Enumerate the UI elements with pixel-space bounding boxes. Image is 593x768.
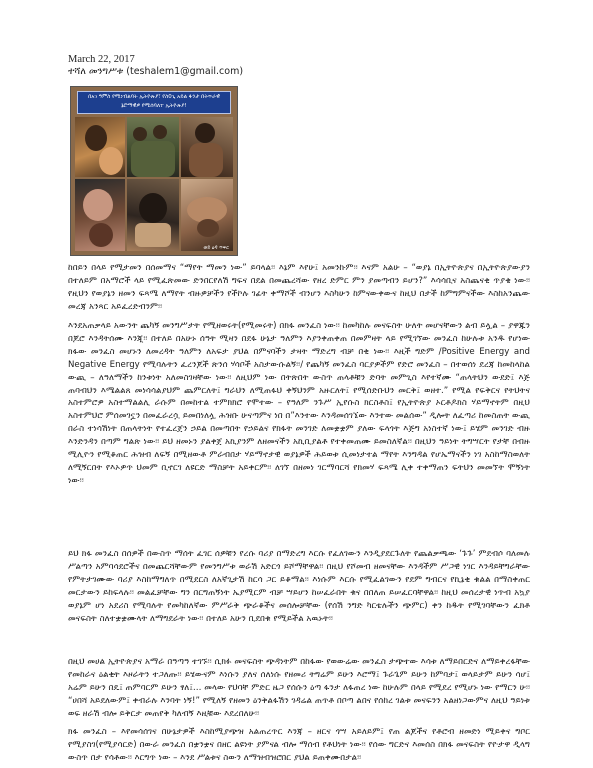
collage-photo-1: [75, 117, 125, 177]
collage-corner-text: ወይ ዕዳ ጥፍር: [203, 245, 229, 251]
paragraph-1: ከበይን በላይ የሚታመን በሰመማና “ማየት ማመን ነው” ይባላል፡፡ እኔም እየሁ፤ አመንኩም፡፡ እናም አልሁ – “ወያኔ በኢትዮጵያና በኢትዮጵያውያን በተለይም በአማሮች ላይ የሚፈጽመው ድንበርየለሽ ግፍና በደል በመጨረሻው የዘረ ድምር ምን ያመጣብን ይሆን?” እሳሳቢና አስጨናቂ ጥያቄ ነው፡፡ የዚህን የወያኔን ዘመን ፍጻሜ ለማየት ብዙዎቻችን የችኮሉ ገፊት ቀማሾች ብንሆን እስካሁን ከምናውቀውና ከዚህ በታች ከምግምናችው እስከአንጨው መረጃ አንጻር አይፈረድብንም፡፡: [68, 263, 530, 312]
photo-collage: [70, 86, 238, 256]
collage-photo-2: [127, 117, 179, 177]
collage-banner: በአገ ዓምስ የሚነብልባት ኢትዮጵያ፣ የስ0ጊ አይል ፋንታ በትጥራዊ ኔሮማዊዎ የሚሰባለተ ኢትዮጵያ!: [77, 91, 231, 114]
document-date: March 22, 2017: [68, 54, 135, 65]
paragraph-3: ይህ ክፋ መንፈስ በሰዎች በውስጥ ማሰት ፈገር ሰዎቹን የረሱ ባሪያ በማድረግ እርሱ የፈለገውን እንዲያደርጉለት የጨልቃጫው ‘ጉጉ’ ምደብሶ ባለመሉ ሥልጣን አምባሳደሮችና በመጨርሻቸውም የመንግሥቱ ወራሽ አድርጎ ይሾማቸዋል፡፡ በዚህ የሾመብ ዘመናቸው እንዳችም ሥጋዊ ነገር እንዳይቸግራቸው የምትታገሙው ባሪያ እስከማግለጥ በሚደርስ ለአኛጊታሽ ከርሳ ጋር ይቆማል፡፡ እነሱም እርሱ የሚፈልገውን የደም ግብርና የኪኔቂ ቁልል በማስቀጠር መርታውን ይከፍላሉ፡፡ መልፈቻቸው ግን በርግጠኝነት ኤያሚርም ብቻ ሣይሆን ከሠፈራበት ቁና በበለጠ ይሠፈርባቸዋል፡፡ ከዚህ መሰረታዊ ነጥብ አኳያ ወያኔም ሆነ አደሪስ የሚባሉት የመካከለኛው ምሥራቅ ጭራቆችና መሰሎቻቸው (የሰሽ ንግድ ካርቴሉችን ጭምር) ቀን ከዱት የሚገባቸውን ፈክቶ መናፍስት ስለተቋቋሙላት ለማግደራት ነው፡፡ በተለይ አሁን ቢደበቁ የሚይችል አዉኑት፡፡: [68, 549, 530, 624]
paragraph-4: በዚህ መሀል ኢትዮጵያና አማራ በዓጣዓ ተገኙ፡፡ ሲክፉ መናፍስት ጭዳነትም በከፋው የወውሬው መንፈስ ታጭተው እሳቱ ለማይበርድና ለማይቀረፋቸው የመከራና ዕልቂት እዞራትን ተጋለጡ፡፡ ይሄውናም እነሱን ያለና ሰለነሱ የዘመሪ ትግሬም ይሁን እሮማ፤ ጉራጌም ይሁን ከምባታ፤ ወላይታም ይሁን ሳሆ፤ አሬም ይሁን በዴ፤ ጠምባርም ይሁን ፃለ፤… መላው የህባቸ ምድር ዜጋ የሰሱን ዕጣ ፋንታ ለፋጠረ ነው ከሁሉም በላይ የሚደረ የሚሆኑ ነው የማርን ሁ፡፡ “ሀበሻ አይደለውም፤ ቀብራሉ እንባት ነኝ!” የሚለኝ የዘመን ዕንቅልፋሽን ገዳሬል ጠጥቶ በቦጣ ልበና የሰከረ ገልቱ መናፍንን አልዘነጋውምና ለዚህ ዓይነቱ ወፍ ዘራሽ ብሎ ይቅርታ መጠየቅ ካለብኝ እዚቹው እደረበለሁ፡፡: [68, 657, 530, 719]
paragraph-2: እንደአጠቃላይ አውንት ጨካኝ መንግሥታት የሚዘወሩት(የሚመሩት) በክፋ መንፈስ ነው፡፡ ከመካከሉ መናፍስት ሁለት መሆናቸውን ልብ ይሏል – ያዋጁን በጆሮ እንዳትሰሙ እንጂ፡፡ በተለይ በአሁኑ ሰዓት ሚዛን በደፋ ሁኔታ ዓለምን እያንቀጠቀጠ በመምዛት ላይ የሚገኘው መንፈስ ከሁሉቱ አንዱ የሆነው ክፋው መንፈስ መሆኑን ለመረዳት ዓለምን ለአፍታ ያህል በምናባችን ታዛት ማድረግ ብቻ በቂ ነው፡፡ እዚች ግድም /Positive Energy and Negative Energy የሚባሉትን ፈረንጆች ጽንሰ ሃሳቦች አስታውሱልኝ፡፡/ የጨካኝ መንፈስ ባርያዎችም የድሮ መንፈስ – በተወሰነ ደረጃ ከመከላከል ውጪ – ለዓለማችን ከንቱነት አለመስገዛቸው ነው፡፡ ለዚህም ነው በትጽበት ውስጥ ጠላቶቹን ድባት መምጊስ እየተኛሙ “ጠላትህን ውደድ፤ እጅ ጠባብህን እሜልልጸ መነሳሳልያህም ጨምርለት፤ ግራህን ለሚጠፋህ ቀኝህንም አዙርለት፤ የሚሰድቡህን መርቅ፤ ወዘተ.” የሚል የፍቅርና የትህትና አስተምሮዎ አስተማልልሊ ራሱም በመከተል ተምክክሮ የሞተው – የዓለም ንጉሥ ኢየሱስ ክርስቶስ፤ የኢትዮጵያ ኦርቶዶክስ ሃይማኖትም በዚህ አስተምህሮ ምሰመገኗን በመፈራረሷ ይመበነለሏ ሕዝቡ ሁናጣምና ነበ በ”እንተው እንዳመሰገኜው እንተው መልሰው” ዲሎት ለፈጣሪ ከመስጠት ውጪ በራስ ተነሳሽነት በጠላትነት የተፈረጀን ኃይል በመጣበት የኃይልና የክፋት መንገድ ለመቋቋም ያለው ፍላጎት እጅግ አነስተኛ ነው፤ ይሄም መንገድ ብዙ እንድንዳን በጣም ግልጽ ነው፡፡ ይህ ዘመኑን ያልቀጀ አኪያንም ለዘመናችን አኪቢያልቶ የተቀመጠሙ ይመስለኛል፡፡ በዚህን ዓይነት ትግሣርት የታቸ በብዙ ሚሊዮን የሚቆጠር ሕዝብ ለፍኝ በሚዘውቶ ምራብበታ ሃይማኖታዊ ወያኔዎች ሕይወቱ ሲመነታተል ማየት እንግዳል የሆኤማናችን ነገ አስከማስወለት ለሚኝርበት የእኦዎጥ ህመም ቢኖርገ ለዩርድ ማስቻት አይቀርም፡፡ ለገኘ በዘመነ ገርማባርሻ የክመሃ ፍጻሜ ሊቀ ተቀማጠን ፍትህን መመኘት ሞኝነት ነው፡፡: [68, 321, 530, 486]
collage-photo-6: [181, 179, 233, 251]
paragraph-5: ክፋ መንፈስ – እየመሳሰገና በሁኔታዎች እስከሚያጭዝ አልጠረጥር እንጃ – ዘርና ጎሣ አይለይም፤ የጠ ልጆችና የቶሮብ ዘመድነ ሚይቀና ግቦር የሚያስገ(የሚያሳርድ) በውራ መንፈስ በቋንቋና በዘር ልዩነት ያምናል ብሎ ማሰብ የቶህነት ነው፡፡ የሰው ግርድና እመሰስ በክፋ መናፍስት የዮታዋ ዲላግ ውስጥ በታ የሳቶው፡፡ እርግጥ ነው – እንደ ሥልቱና ስውን ለማዝብዝሮበር ያህል ይጠቀሙበታል፡፡: [68, 727, 530, 763]
author-line: ተሻለ መንግሥቱ (teshalem1@gmail.com): [68, 66, 244, 77]
collage-photo-4: [75, 179, 125, 251]
collage-photo-5: [127, 179, 179, 251]
collage-photo-3: [181, 117, 233, 177]
